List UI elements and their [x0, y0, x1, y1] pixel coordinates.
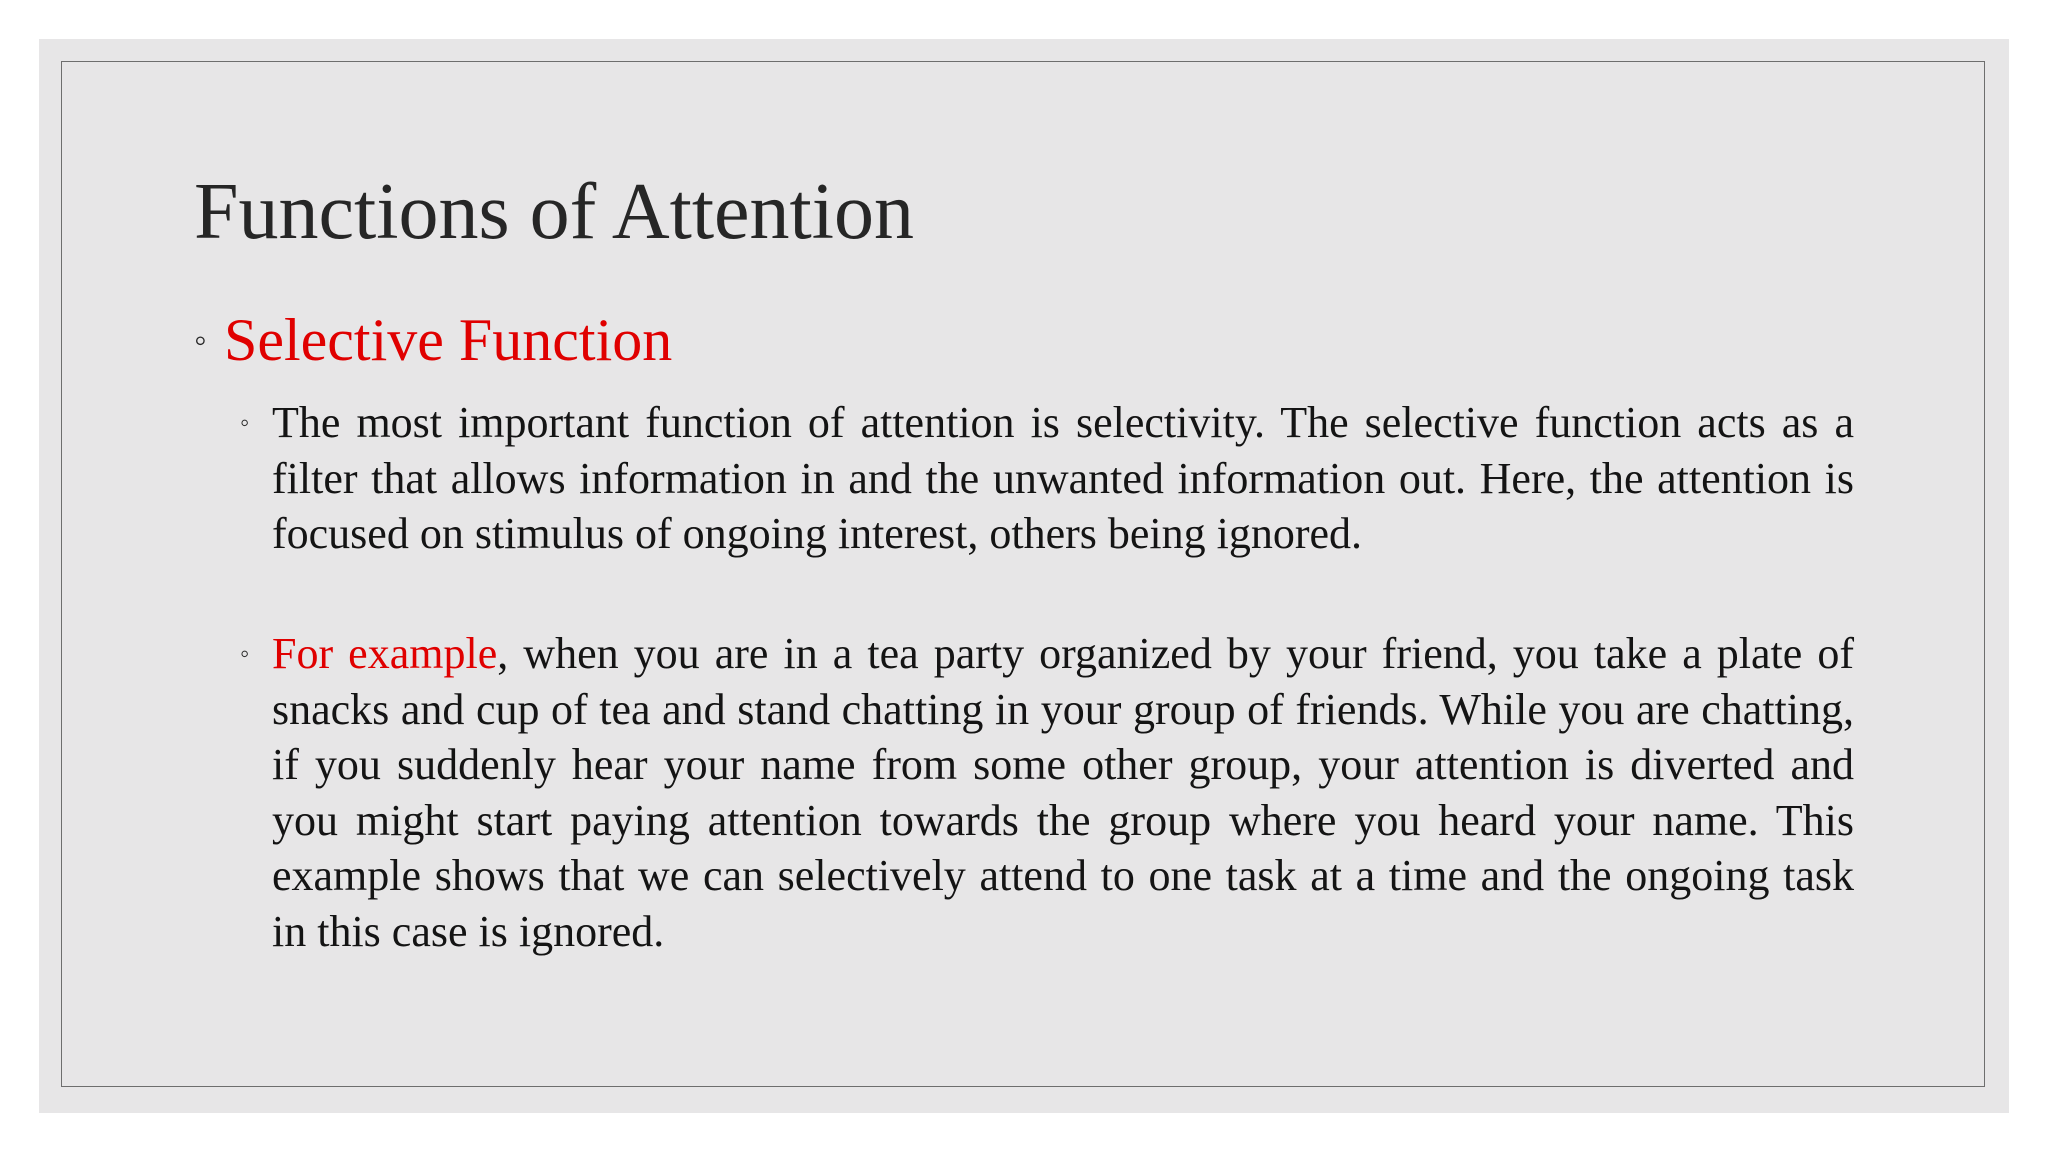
example-lead: For example: [272, 629, 498, 678]
list-item: [240, 395, 1854, 562]
list-item-text: [272, 626, 1854, 959]
list-item-text: The most important function of attention is selectivity. The selective function acts as a filter that allows information in and the unwanted information out. Here, the attention is focused on stimulus of ongoing interest, others being ignored.: [272, 398, 1854, 558]
hollow-circle-bullet-icon: ◦: [194, 320, 207, 360]
example-body: , when you are in a tea party organized by your friend, you take a plate of snacks and cup of tea and stand chatting in your group of friends. While you are chatting, if you suddenly hear your name from some other group, your attention is diverted and you might start paying attention towards the group where you heard your name. This example shows that we can selectively attend to one task at a time and the ongoing task in this case is ignored.: [272, 629, 1855, 956]
slide-title: Functions of Attention: [194, 168, 914, 256]
hollow-circle-bullet-icon: ◦: [240, 408, 250, 437]
list-item: [240, 626, 1854, 959]
section-heading-label: Selective Function: [224, 307, 673, 373]
section-heading: [194, 307, 673, 373]
hollow-circle-bullet-icon: ◦: [240, 639, 250, 668]
